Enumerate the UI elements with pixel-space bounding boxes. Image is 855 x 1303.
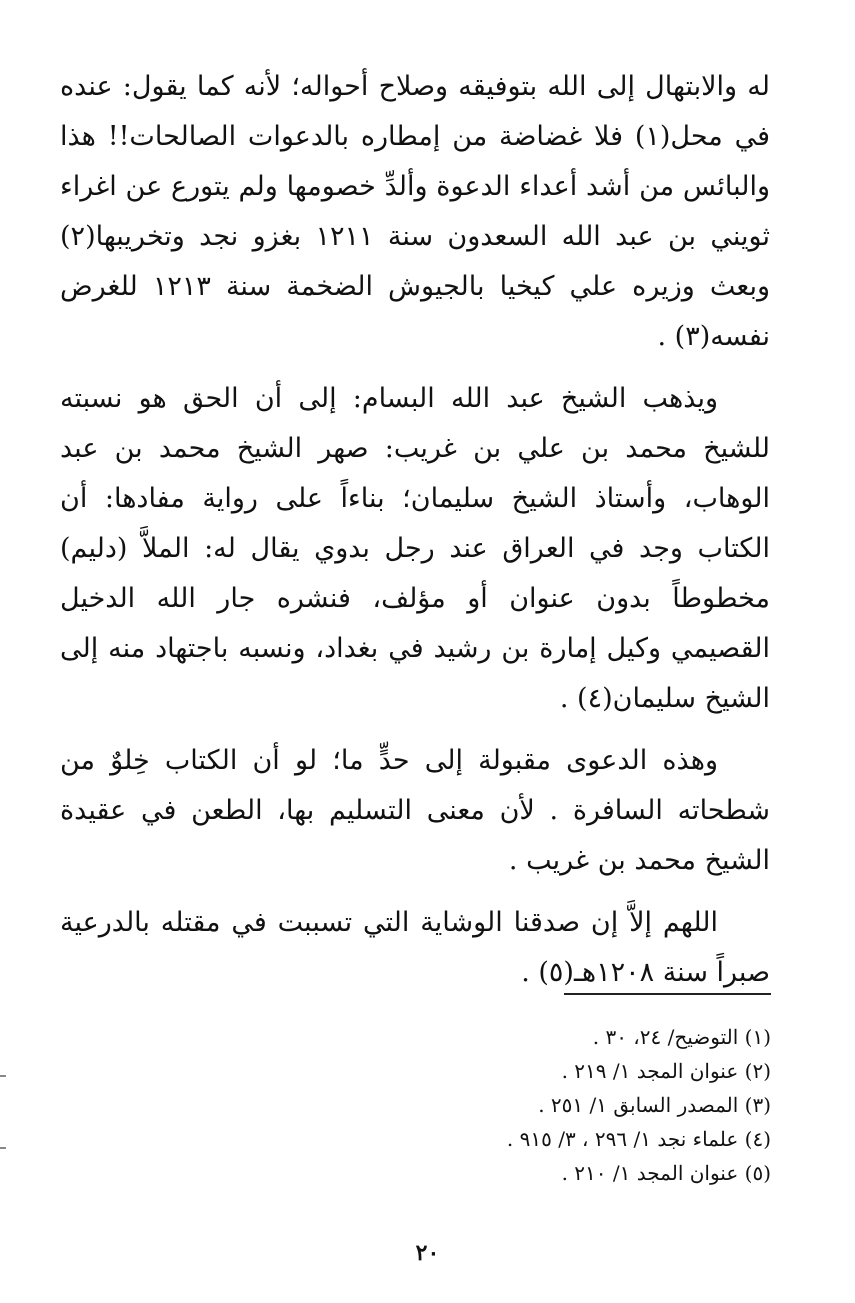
scan-margin-mark [0, 1075, 6, 1077]
footnote-2: (٢) عنوان المجد ١/ ٢١٩ . [561, 1059, 771, 1083]
footnote-5: (٥) عنوان المجد ١/ ٢١٠ . [561, 1161, 771, 1185]
scan-margin-mark [0, 1147, 6, 1149]
paragraph-2: ويذهب الشيخ عبد الله البسام: إلى أن الحق هو نسبته للشيخ محمد بن علي بن غريب: صهر الشيخ محمد بن عبد الوهاب، وأستاذ الشيخ سليمان؛ بناءاً على رواية مفادها: أن الكتاب وجد في العراق عند رجل بدوي يقال له: الملاَّ (دليم) مخطوطاً بدون عنوان أو مؤلف، فنشره جار الله الدخيل القصيمي وكيل إمارة بن رشيد في بغداد، ونسبه باجتهاد منه إلى الشيخ سليمان(٤) . [60, 383, 770, 714]
footnote-3: (٣) المصدر السابق ١/ ٢٥١ . [538, 1093, 771, 1117]
paragraph-1: له والابتهال إلى الله بتوفيقه وصلاح أحواله؛ لأنه كما يقول: عنده في محل(١) فلا غضاضة من إمطاره بالدعوات الصالحات!! هذا والبائس من أشد أعداء الدعوة وألدِّ خصومها ولم يتورع عن اغراء ثويني بن عبد الله السعدون سنة ١٢١١ بغزو نجد وتخريبها(٢) وبعث وزيره علي كيخيا بالجيوش الضخمة سنة ١٢١٣ للغرض نفسه(٣) . [60, 71, 770, 352]
page-body [60, 62, 770, 1010]
page-number: ٢٠ [415, 1240, 440, 1266]
footnote-divider [564, 993, 771, 995]
footnote-1: (١) التوضيح/ ٢٤، ٣٠ . [592, 1025, 771, 1049]
paragraph-4: اللهم إلاَّ إن صدقنا الوشاية التي تسببت في مقتله بالدرعية صبراً سنة ١٢٠٨هـ(٥) . [60, 907, 770, 988]
paragraph-3: وهذه الدعوى مقبولة إلى حدٍّ ما؛ لو أن الكتاب خِلوٌ من شطحاته السافرة . لأن معنى التسليم بها، الطعن في عقيدة الشيخ محمد بن غريب . [60, 745, 770, 876]
footnotes [271, 1020, 771, 1190]
footnote-4: (٤) علماء نجد ١/ ٢٩٦ ، ٣/ ٩١٥ . [506, 1127, 771, 1151]
